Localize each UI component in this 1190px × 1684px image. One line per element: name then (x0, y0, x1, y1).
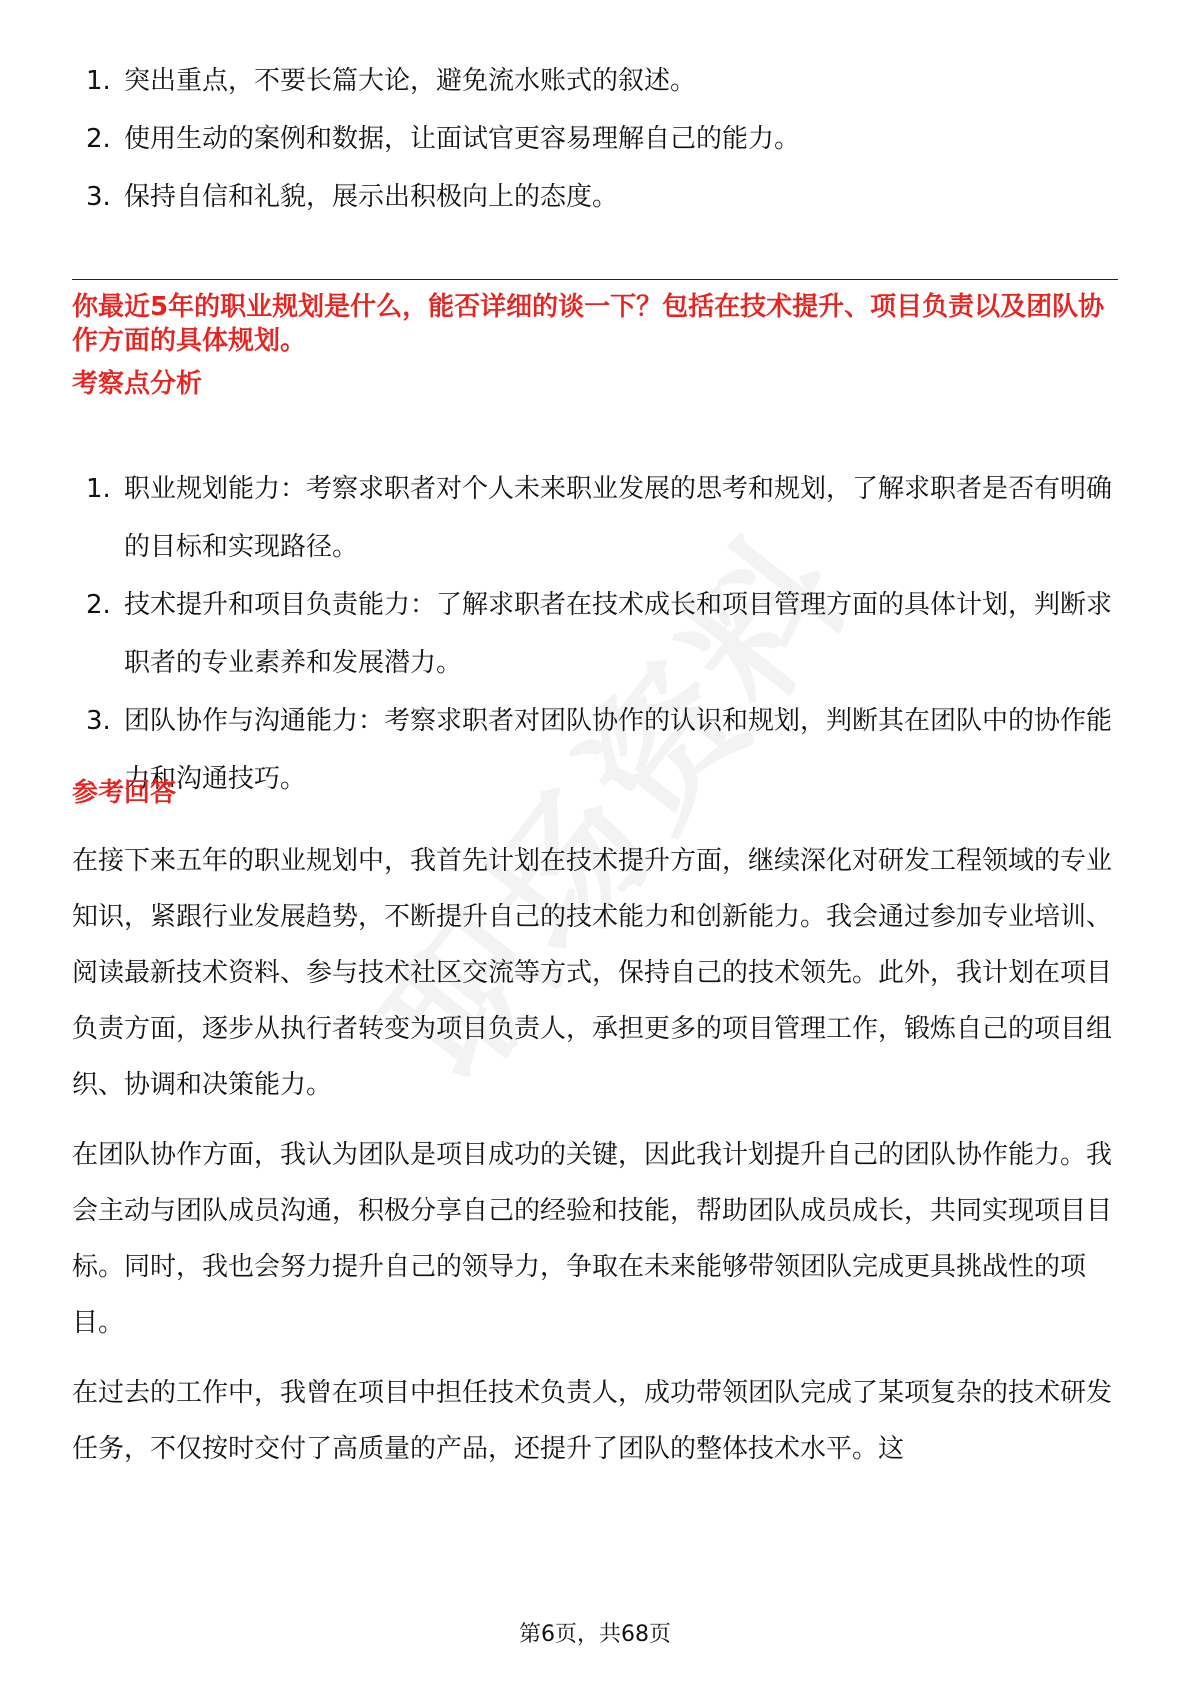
question-heading: 你最近5年的职业规划是什么，能否详细的谈一下？包括在技术提升、项目负责以及团队协作方面的具体规划。 (72, 292, 1105, 356)
list-text: 技术提升和项目负责能力：了解求职者在技术成长和项目管理方面的具体计划，判断求职者的专业素养和发展潜力。 (124, 590, 1113, 678)
list-text: 使用生动的案例和数据，让面试官更容易理解自己的能力。 (124, 124, 801, 154)
answer-paragraph: 在过去的工作中，我曾在项目中担任技术负责人，成功带领团队完成了某项复杂的技术研发任务，不仅按时交付了高质量的产品，还提升了团队的整体技术水平。这 (72, 1378, 1113, 1464)
list-item (0, 576, 1125, 692)
page-footer: 第6页，共68页 (519, 1622, 671, 1647)
list-number: 1. (86, 66, 111, 96)
section-divider (72, 279, 1118, 280)
list-text: 保持自信和礼貌，展示出积极向上的态度。 (124, 182, 619, 212)
analysis-list (0, 460, 1125, 808)
analysis-heading: 考察点分析 (72, 369, 203, 399)
list-item (0, 52, 1130, 110)
list-number: 3. (86, 182, 111, 212)
list-number: 3. (86, 706, 111, 736)
list-number: 2. (86, 590, 111, 620)
list-text: 突出重点，不要长篇大论，避免流水账式的叙述。 (124, 66, 697, 96)
list-number: 2. (86, 124, 111, 154)
reference-heading: 参考回答 (72, 778, 177, 808)
list-item (0, 168, 1130, 226)
list-text: 职业规划能力：考察求职者对个人未来职业发展的思考和规划，了解求职者是否有明确的目标和实现路径。 (124, 474, 1113, 562)
list-number: 1. (86, 474, 111, 504)
list-text: 团队协作与沟通能力：考察求职者对团队协作的认识和规划，判断其在团队中的协作能力和沟通技巧。 (124, 706, 1113, 794)
answer-paragraph: 在接下来五年的职业规划中，我首先计划在技术提升方面，继续深化对研发工程领域的专业知识，紧跟行业发展趋势，不断提升自己的技术能力和创新能力。我会通过参加专业培训、阅读最新技术资料、参与技术社区交流等方式，保持自己的技术领先。此外，我计划在项目负责方面，逐步从执行者转变为项目负责人，承担更多的项目管理工作，锻炼自己的项目组织、协调和决策能力。 (72, 846, 1113, 1100)
intro-list (0, 52, 1130, 226)
answer-paragraph: 在团队协作方面，我认为团队是项目成功的关键，因此我计划提升自己的团队协作能力。我会主动与团队成员沟通，积极分享自己的经验和技能，帮助团队成员成长，共同实现项目目标。同时，我也会努力提升自己的领导力，争取在未来能够带领团队完成更具挑战性的项目。 (72, 1140, 1113, 1338)
list-item (0, 460, 1125, 576)
list-item (0, 110, 1130, 168)
